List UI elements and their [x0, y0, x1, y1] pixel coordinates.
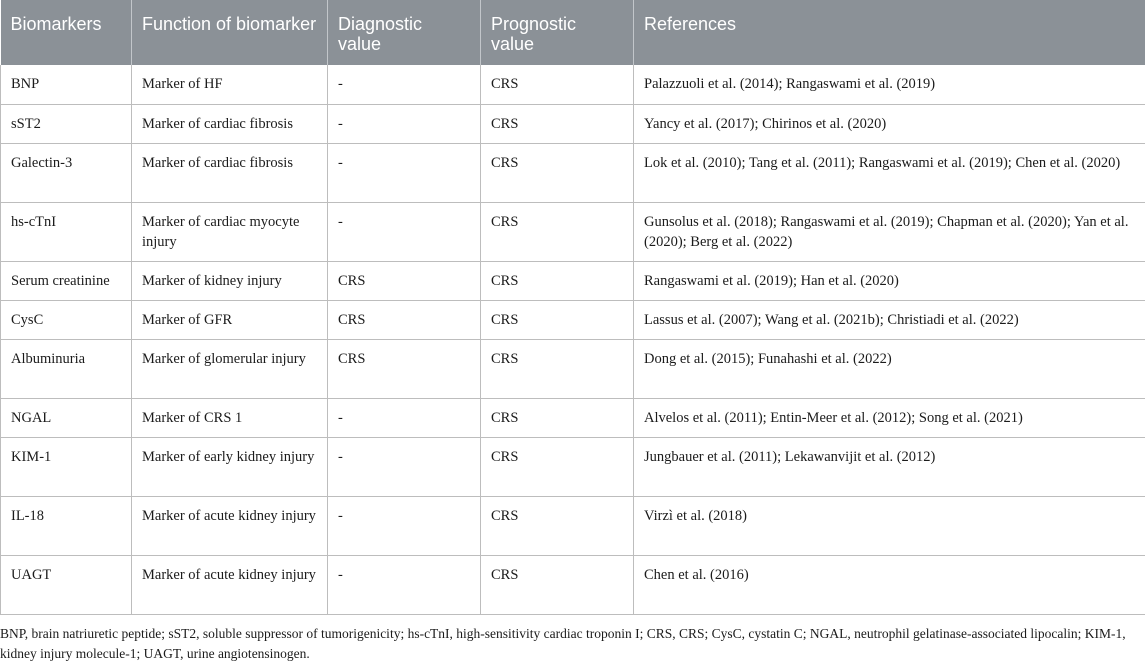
- table-row: [1, 496, 1145, 555]
- cell-biomarker: KIM-1: [1, 437, 132, 496]
- cell-diagnostic: -: [328, 437, 481, 496]
- cell-references: Yancy et al. (2017); Chirinos et al. (2020): [634, 104, 1145, 143]
- cell-prognostic: CRS: [481, 339, 634, 398]
- table-row: [1, 65, 1145, 104]
- cell-diagnostic: CRS: [328, 261, 481, 300]
- header-prognostic-value: Prognostic value: [481, 0, 634, 65]
- cell-diagnostic: CRS: [328, 300, 481, 339]
- table-row: [1, 555, 1145, 614]
- cell-references: Virzì et al. (2018): [634, 496, 1145, 555]
- cell-biomarker: CysC: [1, 300, 132, 339]
- table-row: [1, 202, 1145, 261]
- cell-function: Marker of cardiac myocyte injury: [132, 202, 328, 261]
- cell-prognostic: CRS: [481, 65, 634, 104]
- cell-function: Marker of cardiac fibrosis: [132, 104, 328, 143]
- table-row: [1, 398, 1145, 437]
- cell-biomarker: sST2: [1, 104, 132, 143]
- cell-prognostic: CRS: [481, 202, 634, 261]
- cell-prognostic: CRS: [481, 555, 634, 614]
- cell-function: Marker of glomerular injury: [132, 339, 328, 398]
- cell-function: Marker of kidney injury: [132, 261, 328, 300]
- cell-biomarker: hs-cTnI: [1, 202, 132, 261]
- cell-prognostic: CRS: [481, 104, 634, 143]
- cell-function: Marker of acute kidney injury: [132, 496, 328, 555]
- cell-references: Lassus et al. (2007); Wang et al. (2021b); Christiadi et al. (2022): [634, 300, 1145, 339]
- cell-references: Lok et al. (2010); Tang et al. (2011); Rangaswami et al. (2019); Chen et al. (2020): [634, 143, 1145, 202]
- header-references: References: [634, 0, 1145, 65]
- cell-references: Alvelos et al. (2011); Entin-Meer et al. (2012); Song et al. (2021): [634, 398, 1145, 437]
- cell-biomarker: UAGT: [1, 555, 132, 614]
- header-diagnostic-value: Diagnostic value: [328, 0, 481, 65]
- cell-biomarker: BNP: [1, 65, 132, 104]
- cell-function: Marker of CRS 1: [132, 398, 328, 437]
- cell-references: Chen et al. (2016): [634, 555, 1145, 614]
- cell-prognostic: CRS: [481, 300, 634, 339]
- table-row: [1, 261, 1145, 300]
- cell-diagnostic: -: [328, 398, 481, 437]
- table-footnote: BNP, brain natriuretic peptide; sST2, soluble suppressor of tumorigenicity; hs-cTnI, high-sensitivity cardiac troponin I; CRS, CRS; CysC, cystatin C; NGAL, neutrophil gelatinase-associated lipocalin; KIM-1, kidney injury molecule-1; UAGT, urine angiotensinogen.: [0, 624, 1145, 664]
- cell-diagnostic: -: [328, 143, 481, 202]
- cell-function: Marker of acute kidney injury: [132, 555, 328, 614]
- cell-references: Jungbauer et al. (2011); Lekawanvijit et al. (2012): [634, 437, 1145, 496]
- cell-references: Rangaswami et al. (2019); Han et al. (2020): [634, 261, 1145, 300]
- cell-prognostic: CRS: [481, 496, 634, 555]
- header-function: Function of biomarker: [132, 0, 328, 65]
- cell-diagnostic: CRS: [328, 339, 481, 398]
- table-row: [1, 437, 1145, 496]
- cell-biomarker: NGAL: [1, 398, 132, 437]
- cell-diagnostic: -: [328, 104, 481, 143]
- cell-diagnostic: -: [328, 496, 481, 555]
- cell-diagnostic: -: [328, 202, 481, 261]
- cell-prognostic: CRS: [481, 398, 634, 437]
- table-row: [1, 104, 1145, 143]
- cell-biomarker: Serum creatinine: [1, 261, 132, 300]
- cell-diagnostic: -: [328, 555, 481, 614]
- cell-biomarker: Galectin-3: [1, 143, 132, 202]
- table-row: [1, 143, 1145, 202]
- cell-references: Gunsolus et al. (2018); Rangaswami et al. (2019); Chapman et al. (2020); Yan et al. (2020); Berg et al. (2022): [634, 202, 1145, 261]
- table-header-row: [1, 0, 1145, 65]
- table-row: [1, 300, 1145, 339]
- cell-references: Palazzuoli et al. (2014); Rangaswami et al. (2019): [634, 65, 1145, 104]
- cell-diagnostic: -: [328, 65, 481, 104]
- cell-prognostic: CRS: [481, 143, 634, 202]
- cell-biomarker: IL-18: [1, 496, 132, 555]
- cell-function: Marker of HF: [132, 65, 328, 104]
- header-biomarkers: Biomarkers: [1, 0, 132, 65]
- cell-prognostic: CRS: [481, 437, 634, 496]
- cell-function: Marker of early kidney injury: [132, 437, 328, 496]
- cell-function: Marker of cardiac fibrosis: [132, 143, 328, 202]
- cell-function: Marker of GFR: [132, 300, 328, 339]
- cell-biomarker: Albuminuria: [1, 339, 132, 398]
- table-row: [1, 339, 1145, 398]
- cell-references: Dong et al. (2015); Funahashi et al. (2022): [634, 339, 1145, 398]
- cell-prognostic: CRS: [481, 261, 634, 300]
